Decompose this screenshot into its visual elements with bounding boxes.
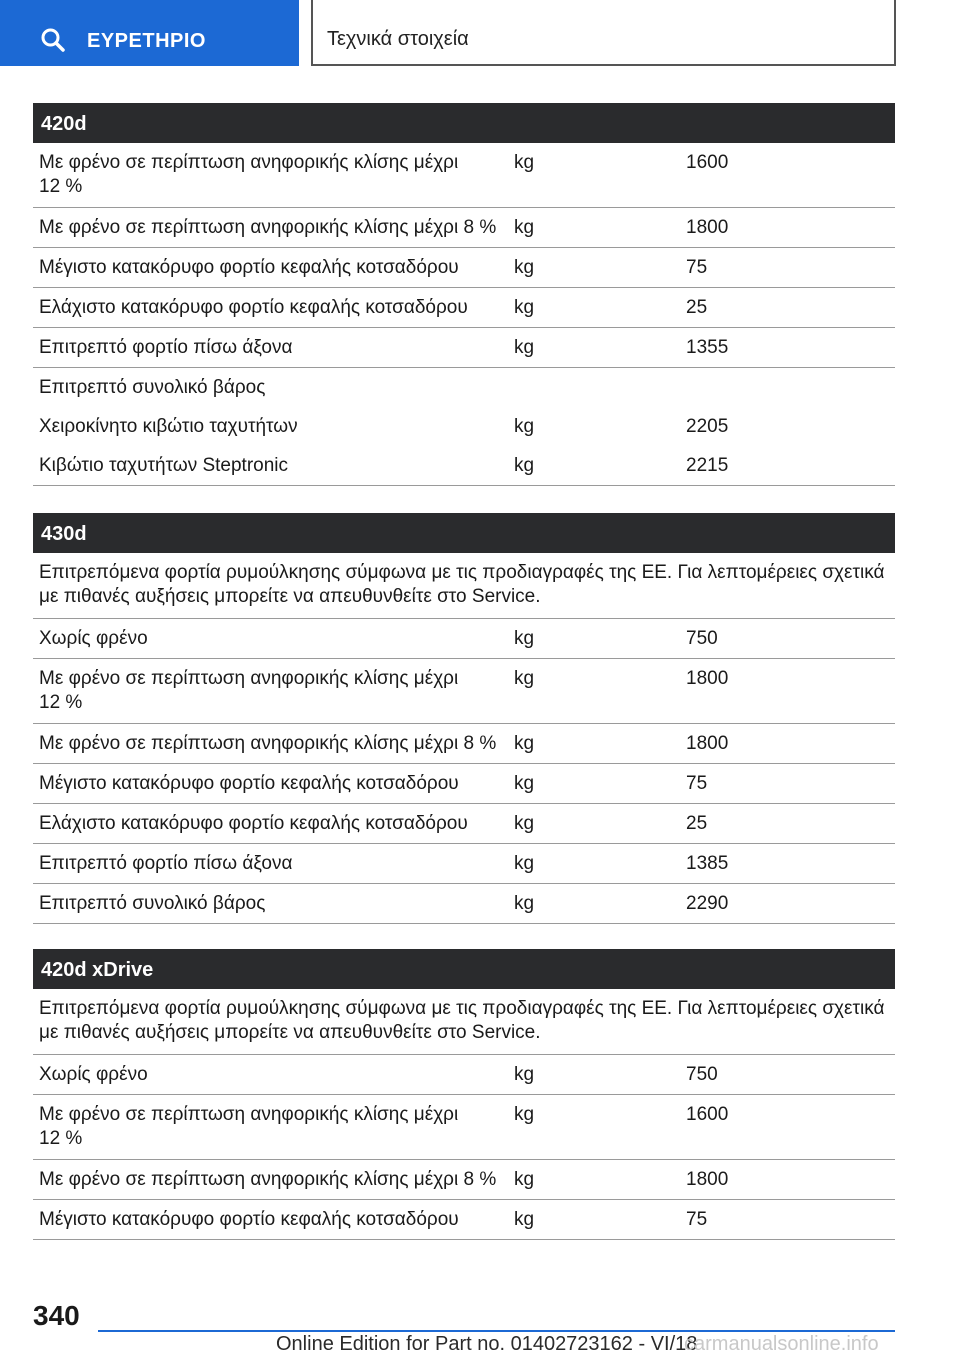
row-unit: kg xyxy=(514,853,535,874)
row-unit: kg xyxy=(514,893,535,914)
section-note xyxy=(33,553,895,619)
row-unit: kg xyxy=(514,1064,535,1085)
row-label: Με φρένο σε περίπτωση ανηφορικής κλίσης μέχρι 8 % xyxy=(39,1169,497,1190)
table-row xyxy=(33,1095,895,1160)
table-row xyxy=(33,619,895,659)
table-row xyxy=(33,1160,895,1200)
row-label: Ελάχιστο κατακόρυφο φορτίο κεφαλής κοτσαδόρου xyxy=(39,813,468,834)
row-unit: kg xyxy=(514,337,535,358)
section-430d xyxy=(33,513,895,924)
row-label: Χειροκίνητο κιβώτιο ταχυτήτων xyxy=(39,416,298,437)
row-label: Με φρένο σε περίπτωση ανηφορικής κλίσης μέχρι 12 % xyxy=(39,668,459,713)
row-value: 75 xyxy=(686,1209,708,1230)
table-row xyxy=(33,884,895,924)
row-label: Με φρένο σε περίπτωση ανηφορικής κλίσης μέχρι 8 % xyxy=(39,217,497,238)
search-icon xyxy=(40,27,66,53)
table-row xyxy=(33,407,895,446)
breadcrumb-label: Τεχνικά στοιχεία xyxy=(327,28,469,50)
footer-divider xyxy=(98,1330,895,1332)
index-label: ΕΥΡΕΤΗΡΙΟ xyxy=(87,30,206,52)
row-value: 750 xyxy=(686,1064,718,1085)
row-value: 1800 xyxy=(686,733,729,754)
row-label: Με φρένο σε περίπτωση ανηφορικής κλίσης μέχρι 8 % xyxy=(39,733,497,754)
row-value: 1355 xyxy=(686,337,729,358)
row-label: Μέγιστο κατακόρυφο φορτίο κεφαλής κοτσαδόρου xyxy=(39,773,459,794)
table-row xyxy=(33,804,895,844)
table-row xyxy=(33,844,895,884)
page-footer xyxy=(0,1290,960,1362)
table-row xyxy=(33,368,895,407)
page-number: 340 xyxy=(33,1300,80,1331)
section-title: 420d xDrive xyxy=(33,949,895,989)
row-value: 1800 xyxy=(686,1169,729,1190)
row-value: 75 xyxy=(686,773,708,794)
row-unit: kg xyxy=(514,152,535,173)
table-row xyxy=(33,288,895,328)
row-value: 1800 xyxy=(686,217,729,238)
table-row xyxy=(33,328,895,368)
row-label: Κιβώτιο ταχυτήτων Steptronic xyxy=(39,455,289,476)
section-title: 430d xyxy=(33,513,895,553)
section-title: 420d xyxy=(33,103,895,143)
row-label: Μέγιστο κατακόρυφο φορτίο κεφαλής κοτσαδόρου xyxy=(39,257,459,278)
row-unit: kg xyxy=(514,217,535,238)
row-unit: kg xyxy=(514,297,535,318)
row-unit: kg xyxy=(514,455,535,476)
row-value: 25 xyxy=(686,297,708,318)
table-row xyxy=(33,1055,895,1095)
row-label: Επιτρεπτό φορτίο πίσω άξονα xyxy=(39,337,293,358)
table-row xyxy=(33,446,895,486)
row-unit: kg xyxy=(514,628,535,649)
row-value: 2290 xyxy=(686,893,729,914)
row-unit: kg xyxy=(514,257,535,278)
row-unit: kg xyxy=(514,773,535,794)
table-row xyxy=(33,208,895,248)
table-row xyxy=(33,764,895,804)
note-text: Επιτρεπόμενα φορτία ρυμούλκησης σύμφωνα με τις προδιαγραφές της ΕΕ. Για λεπτομέρειες σχετικά με πιθανές αυξήσεις μπορείτε να απευθυνθείτε στο Service. xyxy=(39,562,885,607)
row-value: 25 xyxy=(686,813,708,834)
edition-text: Online Edition for Part no. 01402723162 - VI/18 xyxy=(276,1333,698,1355)
table-row xyxy=(33,659,895,724)
row-unit xyxy=(507,368,679,407)
breadcrumb[interactable] xyxy=(311,0,896,66)
row-label: Με φρένο σε περίπτωση ανηφορικής κλίσης μέχρι 12 % xyxy=(39,1104,459,1149)
table-row xyxy=(33,143,895,208)
row-unit: kg xyxy=(514,733,535,754)
row-value: 1800 xyxy=(686,668,729,689)
table-row xyxy=(33,248,895,288)
section-420d-xdrive xyxy=(33,949,895,1240)
row-label: Με φρένο σε περίπτωση ανηφορικής κλίσης μέχρι 12 % xyxy=(39,152,459,197)
row-unit: kg xyxy=(514,1209,535,1230)
row-unit: kg xyxy=(514,1169,535,1190)
row-value: 1385 xyxy=(686,853,729,874)
row-value: 750 xyxy=(686,628,718,649)
top-bar xyxy=(0,0,960,66)
section-note xyxy=(33,989,895,1055)
row-value: 2215 xyxy=(686,455,729,476)
row-unit: kg xyxy=(514,1104,535,1125)
note-text: Επιτρεπόμενα φορτία ρυμούλκησης σύμφωνα με τις προδιαγραφές της ΕΕ. Για λεπτομέρειες σχετικά με πιθανές αυξήσεις μπορείτε να απευθυνθείτε στο Service. xyxy=(39,998,885,1043)
row-label: Επιτρεπτό φορτίο πίσω άξονα xyxy=(39,853,293,874)
row-label: Μέγιστο κατακόρυφο φορτίο κεφαλής κοτσαδόρου xyxy=(39,1209,459,1230)
row-unit: kg xyxy=(514,668,535,689)
row-value: 2205 xyxy=(686,416,729,437)
row-value: 1600 xyxy=(686,1104,729,1125)
row-label: Ελάχιστο κατακόρυφο φορτίο κεφαλής κοτσαδόρου xyxy=(39,297,468,318)
row-label: Επιτρεπτό συνολικό βάρος xyxy=(39,377,266,398)
row-value: 1600 xyxy=(686,152,729,173)
row-label: Χωρίς φρένο xyxy=(39,1064,148,1085)
table-row xyxy=(33,1200,895,1240)
row-value: 75 xyxy=(686,257,708,278)
watermark-text: carmanualsonline.info xyxy=(684,1333,879,1355)
row-value xyxy=(679,368,895,407)
row-unit: kg xyxy=(514,416,535,437)
row-label: Χωρίς φρένο xyxy=(39,628,148,649)
row-unit: kg xyxy=(514,813,535,834)
table-row xyxy=(33,724,895,764)
section-420d xyxy=(33,103,895,486)
index-button[interactable] xyxy=(0,0,299,66)
row-label: Επιτρεπτό συνολικό βάρος xyxy=(39,893,266,914)
